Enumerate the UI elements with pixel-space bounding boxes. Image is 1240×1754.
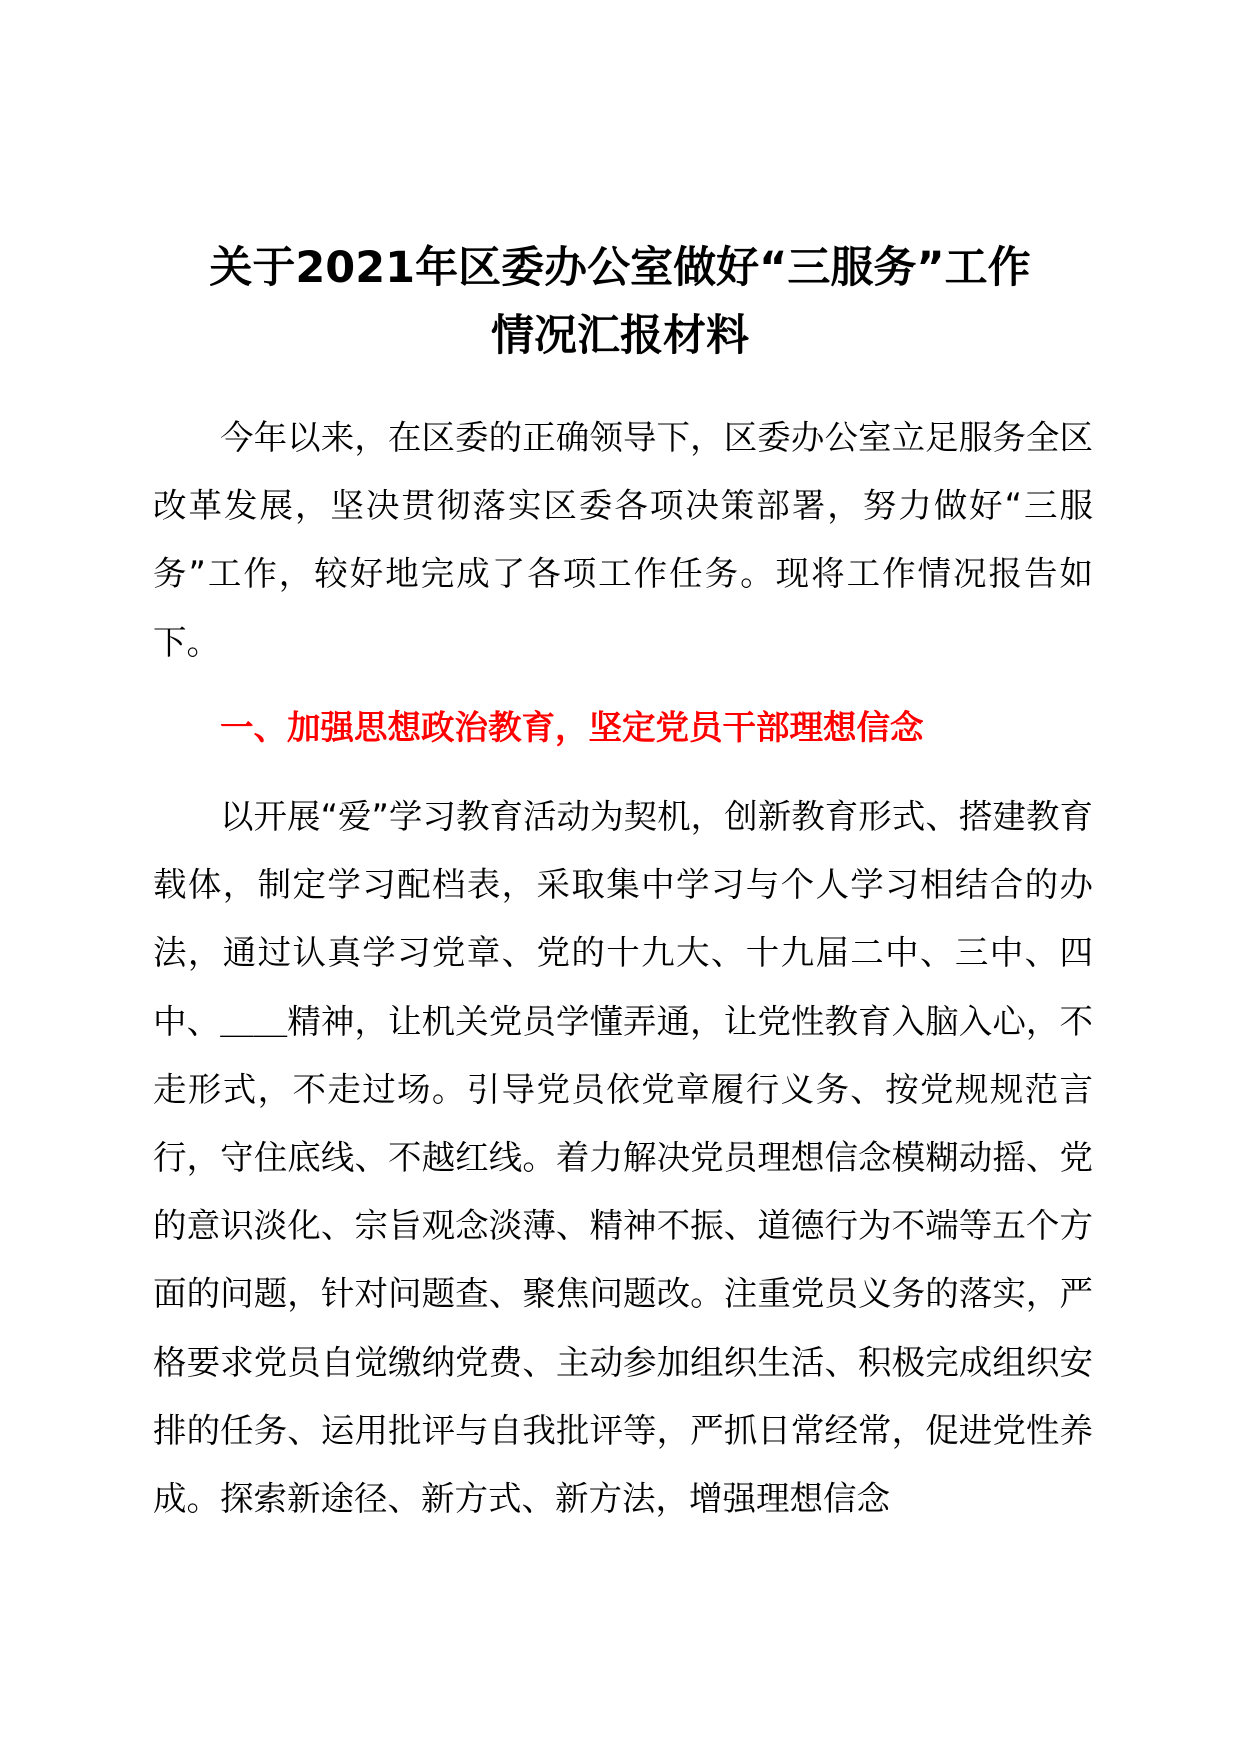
document-title-line-2: 情况汇报材料 — [491, 311, 749, 361]
section-1-heading: 一、加强思想政治教育，坚定党员干部理想信念 — [220, 708, 924, 747]
document-title-line-1: 关于2021年区委办公室做好“三服务”工作 — [209, 243, 1031, 293]
section-1-paragraph: 以开展“爱”学习教育活动为契机，创新教育形式、搭建教育载体，制定学习配档表，采取集中学习与个人学习相结合的办法，通过认真学习党章、党的十九大、十九届二中、三中、四中、＿＿精神，让机关党员学懂弄通，让党性教育入脑入心，不走形式，不走过场。引导党员依党章履行义务、按党规规范言行，守住底线、不越红线。着力解决党员理想信念模糊动摇、党的意识淡化、宗旨观念淡薄、精神不振、道德行为不端等五个方面的问题，针对问题查、聚焦问题改。注重党员义务的落实，严格要求党员自觉缴纳党费、主动参加组织生活、积极完成组织安排的任务、运用批评与自我批评等，严抓日常经常，促进党性养成。探索新途径、新方式、新方法，增强理想信念 — [153, 797, 1093, 1519]
intro-paragraph: 今年以来，在区委的正确领导下，区委办公室立足服务全区改革发展，坚决贯彻落实区委各项决策部署，努力做好“三服务”工作，较好地完成了各项工作任务。现将工作情况报告如下。 — [153, 418, 1093, 662]
